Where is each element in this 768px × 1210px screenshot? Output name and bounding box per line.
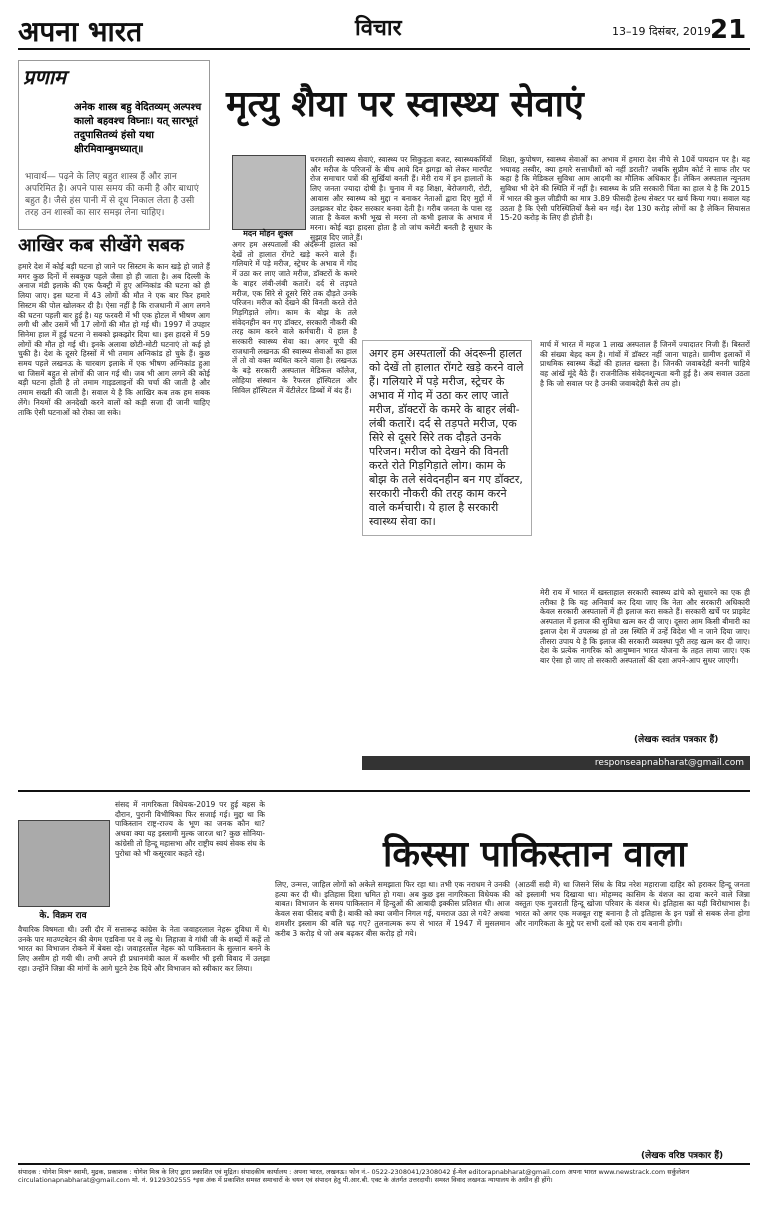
sanskrit-quote: अनेक शास्त्र बहु वेदितव्यम् अल्पश्च कालो बहवश्च विघ्नाः। यत् सारभूतं तदुपासितव्यं हंसो यथा क्षीरमिवाम्बुमध्यात्॥ bbox=[74, 102, 202, 155]
second-headline: किस्सा पाकिस्तान वाला bbox=[383, 834, 687, 875]
pull-quote: अगर हम अस्पतालों की अंदरूनी हालत को देखें तो हालात रोंगटे खड़े करने वाले हैं। गलियारे में पड़े मरीज, स्ट्रेचर के अभाव में गोद में उठा कर लाए जाते मरीज, डॉक्टरों के कमरे के बाहर लंबी-लंबी कतारें। दर्द से तड़पते मरीज, एक सिरे से दूसरे सिरे तक दौड़ते उनके परिजन। मरीज को देखने की विनती करते रोते गिड़गिड़ाते लोग। काम के बोझ के तले संवेदनहीन बन गए डॉक्टर, सरकारी नौकरी की तरह काम करने वाले कर्मचारी। ये हाल है सरकारी स्वास्थ्य सेवा का। bbox=[362, 340, 532, 536]
section-title: विचार bbox=[355, 16, 402, 41]
main-body-col2: शिक्षा, कुपोषण, स्वास्थ्य सेवाओं का अभाव में हमारा देश नीचे से 10वें पायदान पर है। यह भयावह तस्वीर, क्या हमारे सत्ताधीशों को नहीं डराती? जबकि सुप्रीम कोर्ट ने साफ तौर पर कहा है कि मेडिकल सुविधा आम आदमी का मौलिक अधिकार है। लेकिन अस्पताल न्यूनतम सुविधा भी देने की स्थिति में नहीं है। स्वास्थ्य के प्रति सरकारी चिंता का हाल ये है कि 2015 में भारत की कुल जीडीपी का मात्र 3.89 फीसदी हेल्थ सेक्टर पर खर्च किया गया। सवाल यह उठता है कि ऐसी परिस्थितियों कैसे बन गईं। देश 130 करोड़ लोगों का है लेकिन सियासत 15-20 करोड़ के लिए ही होती है। bbox=[500, 155, 750, 223]
main-body-col1b: अगर हम अस्पतालों की अंदरूनी हालत को देखें तो हालात रोंगटे खड़े करने वाले हैं। गलियारे में पड़े मरीज, स्ट्रेचर के अभाव में गोद में उठा कर लाए जाते मरीज, डॉक्टरों के कमरे के बाहर लंबी-लंबी कतारें। दर्द से तड़पते मरीज, एक सिरे से दूसरे सिरे तक दौड़ते उनके परिजन। मरीज को देखने की विनती करते रोते गिड़गिड़ाते लोग। काम के बोझ के तले संवेदनहीन बन गए डॉक्टर, सरकारी नौकरी की तरह काम करने वाले कर्मचारी। ये हाल है सरकारी स्वास्थ्य सेवा का। अगर यूपी की राजधानी लखनऊ की स्वास्थ्य सेवाओं का हाल लें तो वो वक्त व्यथित करने वाला है। लखनऊ के बड़े सरकारी अस्पताल मेडिकल कॉलेज, लोहिया संस्थान के रैफरल हॉस्पिटल और सिविल हॉस्पिटल में वेंटीलेटर डिब्बों में बंद हैं। bbox=[232, 240, 357, 395]
page-number: 21 bbox=[710, 15, 747, 45]
main-body-col3: मार्च में भारत में महज 1 लाख अस्पताल हैं जिनमें ज्यादातर निजी हैं। बिस्तरों की संख्या बेहद कम है। गांवों में डॉक्टर नहीं जाना चाहते। ग्रामीण इलाकों में प्राथमिक स्वास्थ्य केंद्रों की हालत खस्ता है। जिनकी जवाबदेही बननी चाहिये वह आंखें मूंदे बैठे हैं। राजनीतिक संवेदनशून्यता बनी हुई है। अब सवाल उठता है कि जो सवाल पर है उनकी जवाबदेही कैसे तय हो। bbox=[540, 340, 750, 388]
issue-date: 13–19 दिसंबर, 2019 bbox=[612, 25, 711, 38]
second-body-col2: लिए, उन्मत्त, जाहिल लोगों को अकेले समझाता फिर रहा था। तभी एक नराधम ने उनकी हत्या कर दी थी। इतिहास दिशा भ्रमित हो गया। अब कुछ इस नागरिकता विधेयक की बाबत। विभाजन के समय पाकिस्तान में हिन्दुओं की आबादी इक्कीस प्रतिशत थी। आज केवल सवा फीसद बची है। बाकी को क्या जमीन निगल गई, यमराज उठा ले गये? अथवा शमशीर इस्लाम की बलि चढ़ गए? तुलनात्मक रूप से भारत में 1947 में मुसलमान करीब 3 करोड़ थे जो अब बढ़कर बीस करोड़ हो गये। bbox=[275, 880, 510, 938]
second-body-col1b: वैचारिक विषमता थी। उसी दौर में सत्तारूढ़ कांग्रेस के नेता जवाहरलाल नेहरू दुविधा में थे। उनके पार माउण्टबेटन की बेगम एडविना पर वे लट्टू थे। लिहाजा वे गांधी जी के शब्दों में कहें तो भारत का विभाजन रोकने में बेबस रहे। जवाहरलाल नेहरू को पाकिस्तान के सुल्तान बनने के लिए असीम हो गयी थी। तभी अपने ही प्रधानमंत्री काल में कश्मीर भी इसी विवाद में उलझा रहा। उन्होंने जिन्ना की मांगों के आगे घुटने टेक दिये और विभाजन को स्वीकार कर लिया। bbox=[18, 925, 270, 973]
pranam-title: प्रणाम bbox=[23, 65, 66, 89]
header-rule bbox=[18, 48, 750, 50]
main-body-col4: मेरी राय में भारत में खस्ताहाल सरकारी स्वास्थ्य ढांचे को सुधारने का एक ही तरीका है कि यह अनिवार्य कर दिया जाए कि नेता और सरकारी अधिकारी केवल सरकारी अस्पतालों में ही इलाज करा सकते हैं। सरकारी खर्चे पर प्राइवेट अस्पताल में इलाज की सुविधा खत्म कर दी जाए। दूसरा आम किसी बीमारी का इलाज देश में उपलब्ध हो तो उस स्थिति में उन्हें विदेश भी न जाने दिया जाए। तीसरा उपाय ये है कि इलाज की सरकारी व्यवस्था पूरी तरह खत्म कर दी जाए। देश के प्रत्येक नागरिक को आयुष्मान भारत योजना के तहत लाया जाए। एक बार ऐसा हो जाए तो सरकारी अस्पतालों की दशा अपने-आप सुधर जाएगी। bbox=[540, 588, 750, 665]
section-divider bbox=[18, 790, 750, 792]
left-article-body: हमारे देश में कोई बड़ी घटना हो जाने पर सिस्टम के कान खड़े हो जाते हैं मगर कुछ दिनों में सबकुछ पहले जैसा हो ही जाता है। अब दिल्ली के अनाज मंडी इलाके की एक फैक्ट्री में हुए अग्निकांड की घटना को ही लिया जाए। इस घटना में 43 लोगों की मौत ने एक बार फिर हमारे सिस्टम की पोल खोलकर दी है। ऐसा नहीं है कि राजधानी में आग लगने की घटना पहली बार हुई है। यह फरवरी में भी एक होटल में भीषण आग लगी थी और उसमें भी 17 लोगों की मौत हो गई थी। 1997 में उपहार सिनेमा हाल में हुई घटना ने सबको झकझोर दिया था। इस हादसे में 59 लोगों की मौत हो गई थी। इनके अलावा छोटी-मोटी घटनाएं तो कई हो चुकी है। देश के दूसरे हिस्सों में भी तमाम अग्निकांड हो चुके हैं। कुछ समय पहले लखनऊ के चारबाग इलाके में एक भीषण अग्निकांड हुआ था जिसमें बहुत से लोगों की जान गई थी। जब भी आग लगने की कोई बड़ी घटना होती है तो तमाम गाइडलाइनों की चर्चा की जाती है और तमाम सख्ती की जाती है। सवाल ये है कि आखिर कब तक हम सबक लेंगे। नियमों की अनदेखी करने वालों को कड़ी सजा दी जानी चाहिए ताकि ऐसी घटनाओं को रोका जा सके। bbox=[18, 262, 210, 417]
masthead bbox=[0, 0, 768, 50]
quote-meaning: भावार्थ— पढ़ने के लिए बहुत शास्त्र हैं और ज्ञान अपरिमित है। अपने पास समय की कमी है और बाधाएं बहुत है। जैसे हंस पानी में से दूध निकाल लेता है उसी तरह उन शास्त्रों का सार समझ लेना चाहिए। bbox=[25, 172, 199, 218]
pranam-box bbox=[18, 60, 210, 230]
author2-caption: के. विक्रम राव bbox=[39, 911, 87, 921]
left-article-headline: आखिर कब सीखेंगे सबक bbox=[18, 235, 185, 256]
author2-photo bbox=[18, 820, 110, 907]
newspaper-title: अपना भारत bbox=[18, 15, 143, 48]
footer-rule bbox=[18, 1163, 750, 1165]
email-bar: responseapnabharat@gmail.com bbox=[362, 756, 750, 770]
second-body-col1: संसद में नागरिकता विधेयक-2019 पर हुई बहस के दौरान, पुरानी विभीषिका फिर सजाई गई। मुद्दा था कि पाकिस्तान राष्ट्र-राज्य के भूण का जनक कौन था? अथवा क्या यह इस्लामी मुल्क जारज था? कुछ सोनिया-कांग्रेसी तो हिन्दू महासभा और राष्ट्रीय स्वयं सेवक संघ के पुरोधा को भी कसूरवार कहते रहे। bbox=[115, 800, 265, 858]
imprint-line: संपादक : योगेश मिश्र* स्वामी, मुद्रक, प्रकाशक : योगेश मिश्र के लिए द्वारा प्रकाशित एवं मुद्रित। संपादकीय कार्यालय : अपना भारत, लखनऊ। फोन नं.- 0522-2308041/2308042 ई-मेल editorapnabharat@gmail.com अपना भारत www.newstrack.com सर्कुलेशन circulationapnabharat@gmail.com मो. नं. 9129302555 *इस अंक में प्रकाशित समस्त समाचारों के चयन एवं संपादन हेतु पी.आर.बी. एक्ट के अंतर्गत उत्तरदायी। समस्त विवाद लखनऊ न्यायालय के अधीन ही होंगे। bbox=[18, 1168, 690, 1184]
author-photo bbox=[232, 155, 306, 230]
second-byline: (लेखक वरिष्ठ पत्रकार हैं) bbox=[641, 1151, 724, 1161]
second-body-col3: (आठवीं सदी में) था जिसने सिंध के विप्र नरेश महाराजा दाहिर को हराकर हिन्दू जनता को इस्लामी भय दिखाया था। मोहम्मद कासिम के वंशज का दावा करने वाले जिन्ना वस्तुतः एक गुजराती हिन्दू खोजा परिवार के वंशज थे। इतिहास का यही विरोधाभास है। भारत को अगर एक मजबूत राष्ट्र बनाना है तो इतिहास के इन पन्नों से सबक लेना होगा और नागरिकता के मुद्दे पर सभी दलों को एक राय बनानी होगी। bbox=[515, 880, 750, 928]
main-body-col1: चरमराती स्वास्थ्य सेवाएं, स्वास्थ्य पर सिकुड़ता बजट, स्वास्थ्यकर्मियों और मरीज के परिजनों के बीच आये दिन झगड़ा को लेकर मारपीट रोज समाचार पत्रों की सुर्खियां बनती हैं। मेरी राय में इन हालातों के लिए जनता ज्यादा दोषी है। चुनाव में वह शिक्षा, बेरोजगारी, रोटी, आवास और स्वास्थ्य को मुद्दा न बनाकर नेताओं द्वारा दिए मुद्दों में उलझकर वोट देकर सरकार बनवा देती है। गरीब जनता के पास रह जाता है केवल कभी भूख से मरना तो कभी इलाज के अभाव में मरना। कोई बड़ा हादसा होता है तो जांच कमेटी बनती है सुधार के सुझाव दिए जाते हैं। bbox=[310, 155, 492, 242]
main-byline: (लेखक स्वतंत्र पत्रकार हैं) bbox=[634, 735, 719, 745]
author-caption: मदन मोहन शुक्ल bbox=[243, 229, 293, 238]
main-headline: मृत्यु शैया पर स्वास्थ्य सेवाएं bbox=[226, 84, 584, 125]
